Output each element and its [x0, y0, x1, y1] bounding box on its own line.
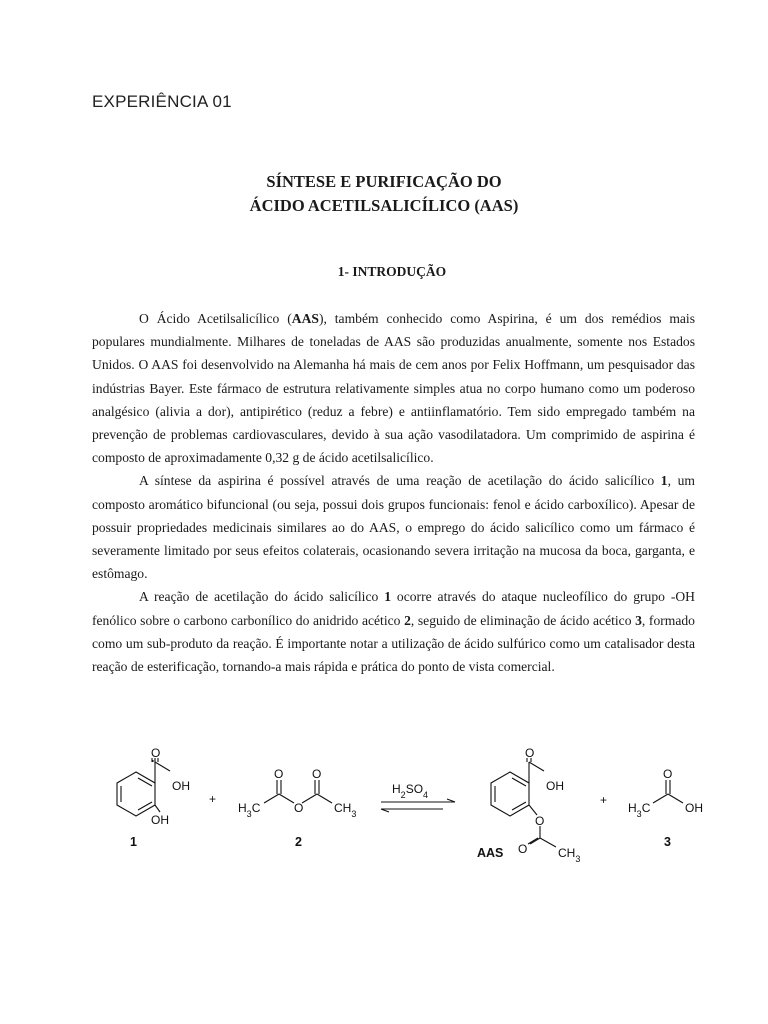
compound-label-3: 3 — [664, 835, 671, 849]
paragraph-2-bold-1: 1 — [660, 473, 668, 489]
title-line-1: SÍNTESE E PURIFICAÇÃO DO — [266, 172, 502, 191]
paragraph-3-text-g: , formado como um sub-produto da reação. É importante notar a utilização de ácido sulfúrico como um catalisador desta reação de esterificação, tornando-a mais rápida e prática do ponto de vista comercial. — [92, 612, 695, 675]
document-title — [0, 170, 768, 218]
salicylic-acid-structure — [117, 746, 190, 827]
plus-sign-2: + — [600, 793, 608, 807]
atom-oh-1: OH — [172, 779, 190, 793]
atom-ch3-1: $CH_3$ — [334, 801, 357, 819]
atom-o-2: O — [274, 767, 284, 781]
paragraph-2-text-a: A síntese da aspirina é possível através de uma reação de acetilação do ácido salicílico — [139, 473, 661, 489]
paragraph-2-text-c: , um composto aromático bifuncional (ou seja, possui dois grupos funcionais: fenol e ácido carboxílico). Apesar de possuir propriedades medicinais similares ao do AAS, o emprego do ácido salicílico como um fármaco é severamente limitado por seus efeitos colaterais, ocasionando severa irritação na mucosa da boca, garganta, e estômago. — [92, 473, 695, 582]
experiment-label: EXPERIÊNCIA 01 — [92, 92, 232, 111]
acetic-anhydride-structure — [238, 767, 356, 819]
paragraph-3-bold-1: 1 — [384, 589, 391, 605]
atom-h3c-1: $H_3C$ — [238, 801, 261, 819]
compound-label-aas: AAS — [477, 846, 504, 860]
atom-o-8: O — [663, 767, 673, 781]
atom-o-4: O — [294, 801, 304, 815]
paragraph-1-text-c: ), também conhecido como Aspirina, é um dos remédios mais populares mundialmente. Milhares de toneladas de AAS são produzidas anualmente, somente nos Estados Unidos. O AAS foi desenvolvido na Alemanha há mais de cem anos por Felix Hoffmann, um pesquisador das indústrias Bayer. Este fármaco de estrutura relativamente simples atua no corpo humano como um poderoso analgésico (alivia a dor), antipirético (reduz a febre) e antiinflamatório. Tem sido empregado também na prevenção de problemas cardiovasculares, devido à sua ação vasodilatadora. Um comprimido de aspirina é composto de aproximadamente 0,32 g de ácido acetilsalicílico. — [92, 311, 695, 466]
catalyst-label: $H_2SO_4$ — [392, 782, 429, 800]
paragraph-3-text-a: A reação de acetilação do ácido salicílico — [139, 589, 385, 605]
paragraph-2 — [92, 469, 695, 585]
paragraph-1 — [92, 307, 695, 469]
aas-structure — [491, 746, 580, 864]
plus-sign-1: + — [209, 792, 217, 806]
paragraph-3-bold-3: 3 — [635, 612, 642, 628]
paragraph-3-bold-2: 2 — [404, 612, 411, 628]
atom-ch3-2: $CH_3$ — [558, 846, 581, 864]
atom-oh-2: OH — [151, 813, 169, 827]
compound-label-2: 2 — [295, 835, 302, 849]
atom-h3c-2: $H_3C$ — [628, 801, 651, 819]
atom-oh-3: OH — [546, 779, 564, 793]
atom-o-7: O — [518, 842, 528, 856]
paragraph-3-text-e: , seguido de eliminação de ácido acético — [410, 612, 636, 628]
acetic-acid-structure — [628, 767, 703, 819]
compound-label-1: 1 — [130, 835, 137, 849]
title-line-2: ÁCIDO ACETILSALICÍLICO (AAS) — [249, 196, 519, 215]
paragraph-3-text-c: ocorre através do ataque nucleofílico do grupo -OH fenólico sobre o carbono carbonílico do anidrido acético — [92, 589, 695, 628]
paragraph-3 — [92, 585, 695, 678]
atom-o-3: O — [312, 767, 322, 781]
atom-o-6: O — [535, 814, 545, 828]
atom-o-5: O — [525, 746, 535, 760]
section-heading: 1- INTRODUÇÃO — [337, 264, 447, 279]
body-text — [92, 307, 695, 678]
atom-o-1: O — [151, 746, 161, 760]
reaction-scheme — [80, 740, 720, 870]
paragraph-1-bold-aas: AAS — [291, 311, 319, 326]
reaction-arrows — [381, 782, 455, 812]
paragraph-1-text-a: O Ácido Acetilsalicílico ( — [139, 311, 292, 326]
atom-oh-4: OH — [685, 801, 703, 815]
